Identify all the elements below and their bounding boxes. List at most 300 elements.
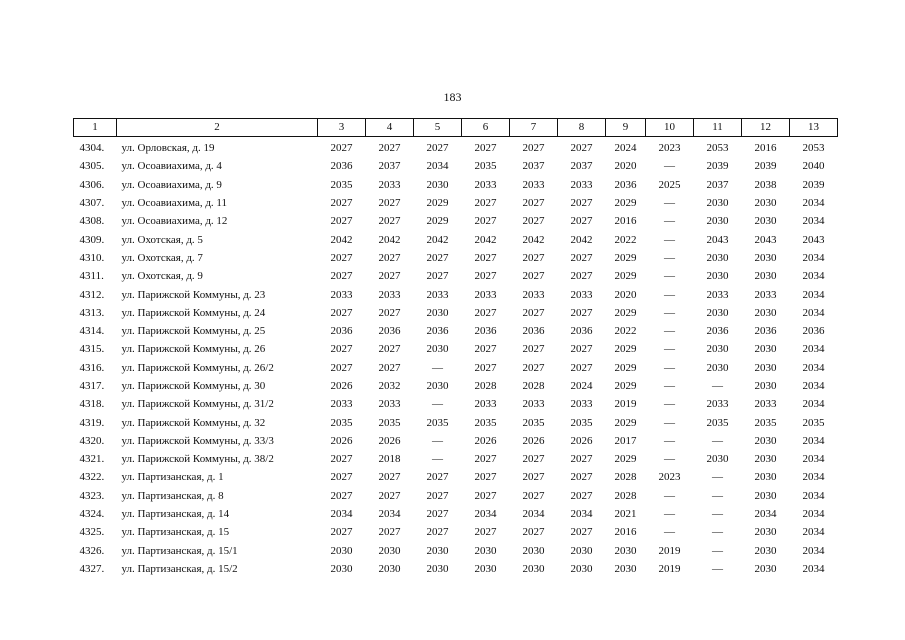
column-header: 10 [646,119,694,137]
year-cell: 2030 [570,544,593,557]
year-cell: 2035 [802,416,825,429]
year-cell: 2033 [706,288,729,301]
row-number-cell: 4316. [79,361,105,374]
year-cell: 2030 [378,562,401,575]
year-cell: 2018 [378,453,401,466]
row-number-cell: 4325. [79,526,105,539]
year-cell: 2017 [614,434,637,447]
address-cell: ул. Партизанская, д. 15/2 [121,562,238,575]
year-cell: 2035 [754,416,777,429]
column-header: 12 [742,119,790,137]
year-cell: 2034 [522,508,545,521]
table-row [74,560,838,578]
year-cell: 2030 [754,270,777,283]
year-cell: 2027 [330,471,353,484]
year-cell: 2027 [474,361,497,374]
address-cell: ул. Партизанская, д. 15/1 [121,544,238,557]
year-cell: — [664,215,675,228]
year-cell: 2042 [378,233,401,246]
year-cell: — [664,325,675,338]
row-number-cell: 4314. [79,325,105,338]
address-cell: ул. Парижской Коммуны, д. 24 [121,306,266,319]
year-cell: — [432,434,443,447]
year-cell: 2030 [754,489,777,502]
row-number-cell: 4311. [79,270,104,283]
year-cell: 2025 [658,178,681,191]
year-cell: 2027 [330,306,353,319]
year-cell: 2030 [522,544,545,557]
year-cell: 2028 [614,471,637,484]
year-cell: 2027 [378,343,401,356]
year-cell: 2042 [474,233,497,246]
year-cell: 2035 [522,416,545,429]
year-cell: 2036 [570,325,593,338]
year-cell: 2034 [802,562,825,575]
year-cell: 2033 [378,178,401,191]
year-cell: 2027 [474,251,497,264]
year-cell: 2027 [378,270,401,283]
year-cell: 2029 [614,197,637,210]
year-cell: 2030 [706,251,729,264]
year-cell: 2033 [426,288,449,301]
table-row [74,450,838,468]
address-cell: ул. Парижской Коммуны, д. 31/2 [121,398,274,411]
year-cell: 2027 [570,489,593,502]
year-cell: 2030 [754,526,777,539]
year-cell: 2029 [614,251,637,264]
year-cell: 2016 [614,215,637,228]
year-cell: 2027 [378,471,401,484]
address-cell: ул. Парижской Коммуны, д. 26 [121,343,266,356]
year-cell: 2030 [706,361,729,374]
year-cell: — [664,197,675,210]
year-cell: 2033 [754,398,777,411]
year-cell: 2030 [706,306,729,319]
address-cell: ул. Парижской Коммуны, д. 26/2 [121,361,274,374]
table-row [74,395,838,413]
year-cell: 2022 [614,233,637,246]
year-cell: 2029 [426,197,449,210]
year-cell: 2027 [570,215,593,228]
year-cell: 2030 [754,471,777,484]
year-cell: — [712,526,723,539]
row-number-cell: 4315. [79,343,105,356]
year-cell: 2020 [614,160,637,173]
year-cell: 2027 [330,270,353,283]
year-cell: 2027 [570,471,593,484]
year-cell: 2027 [522,361,545,374]
address-cell: ул. Осоавиахима, д. 9 [121,178,222,191]
year-cell: — [432,398,443,411]
year-cell: 2036 [614,178,637,191]
year-cell: 2030 [426,380,449,392]
data-table [73,118,838,578]
year-cell: 2030 [522,562,545,575]
year-cell: 2027 [474,306,497,319]
row-number-cell: 4307. [79,197,105,210]
year-cell: 2027 [330,343,353,356]
year-cell: 2035 [330,178,353,191]
year-cell: 2030 [706,343,729,356]
year-cell: 2027 [378,142,401,155]
row-number-cell: 4310. [79,251,105,264]
address-cell: ул. Парижской Коммуны, д. 30 [121,380,266,392]
address-cell: ул. Парижской Коммуны, д. 25 [121,325,266,338]
year-cell: 2029 [614,306,637,319]
year-cell: 2027 [522,306,545,319]
year-cell: 2030 [474,544,497,557]
year-cell: 2042 [426,233,449,246]
year-cell: 2030 [706,197,729,210]
row-number-cell: 4322. [79,471,105,484]
year-cell: 2032 [378,380,401,392]
address-cell: ул. Парижской Коммуны, д. 23 [121,288,266,301]
year-cell: 2027 [474,343,497,356]
year-cell: 2030 [754,562,777,575]
year-cell: 2035 [426,416,449,429]
column-header: 3 [318,119,366,137]
address-cell: ул. Парижской Коммуны, д. 38/2 [121,453,274,466]
year-cell: 2026 [570,434,593,447]
address-cell: ул. Охотская, д. 9 [121,270,203,283]
row-number-cell: 4305. [79,160,105,173]
year-cell: 2035 [474,416,497,429]
year-cell: 2035 [570,416,593,429]
table-row [74,194,838,212]
table-row [74,505,838,523]
address-cell: ул. Партизанская, д. 14 [121,508,230,521]
year-cell: 2030 [378,544,401,557]
year-cell: 2030 [754,434,777,447]
year-cell: — [664,306,675,319]
year-cell: 2033 [522,398,545,411]
address-cell: ул. Орловская, д. 19 [121,142,215,155]
year-cell: 2027 [570,361,593,374]
year-cell: 2043 [802,233,825,246]
column-header: 8 [558,119,606,137]
year-cell: — [664,453,675,466]
year-cell: 2030 [570,562,593,575]
year-cell: 2034 [802,398,825,411]
year-cell: — [664,160,675,173]
year-cell: 2034 [802,471,825,484]
address-cell: ул. Партизанская, д. 1 [121,471,224,484]
year-cell: 2029 [614,361,637,374]
year-cell: 2027 [330,489,353,502]
year-cell: 2027 [522,251,545,264]
year-cell: — [664,489,675,502]
table-row [74,377,838,395]
year-cell: 2027 [378,215,401,228]
year-cell: 2033 [474,288,497,301]
year-cell: 2029 [614,453,637,466]
year-cell: 2036 [706,325,729,338]
column-header: 5 [414,119,462,137]
table-row [74,468,838,486]
year-cell: 2034 [802,343,825,356]
table-row [74,249,838,267]
year-cell: 2023 [658,471,681,484]
year-cell: — [712,508,723,521]
year-cell: 2034 [426,160,449,173]
year-cell: 2019 [658,562,681,575]
year-cell: 2042 [522,233,545,246]
year-cell: 2030 [754,453,777,466]
year-cell: 2027 [570,197,593,210]
year-cell: — [712,544,723,557]
year-cell: 2027 [570,142,593,155]
year-cell: 2027 [330,526,353,539]
year-cell: 2021 [614,508,637,521]
year-cell: 2035 [378,416,401,429]
year-cell: 2027 [426,142,449,155]
year-cell: 2034 [802,508,825,521]
year-cell: 2030 [474,562,497,575]
year-cell: 2019 [658,544,681,557]
table-row [74,487,838,505]
year-cell: 2035 [330,416,353,429]
year-cell: 2028 [614,489,637,502]
table-row [74,322,838,340]
year-cell: 2024 [570,380,593,392]
row-number-cell: 4326. [79,544,105,557]
row-number-cell: 4323. [79,489,105,502]
year-cell: 2027 [474,453,497,466]
column-header: 11 [694,119,742,137]
year-cell: 2034 [802,544,825,557]
year-cell: 2027 [426,489,449,502]
year-cell: — [432,453,443,466]
year-cell: 2033 [474,178,497,191]
year-cell: 2034 [802,453,825,466]
year-cell: 2024 [614,142,637,155]
year-cell: — [712,489,723,502]
year-cell: 2036 [802,325,825,338]
year-cell: 2040 [802,160,825,173]
year-cell: 2036 [330,160,353,173]
year-cell: 2033 [474,398,497,411]
year-cell: 2030 [426,343,449,356]
year-cell: 2039 [754,160,777,173]
year-cell: — [664,398,675,411]
year-cell: 2035 [706,416,729,429]
year-cell: 2034 [802,526,825,539]
table-row [74,432,838,450]
year-cell: 2030 [754,361,777,374]
column-header: 7 [510,119,558,137]
year-cell: 2042 [330,233,353,246]
table-header-row [74,119,838,137]
year-cell: — [664,233,675,246]
address-cell: ул. Партизанская, д. 8 [121,489,224,502]
year-cell: 2053 [706,142,729,155]
year-cell: 2030 [754,380,777,392]
year-cell: 2030 [754,343,777,356]
year-cell: 2027 [570,453,593,466]
column-header: 13 [790,119,838,137]
year-cell: 2033 [330,288,353,301]
table-row [74,523,838,541]
year-cell: — [664,380,675,392]
year-cell: 2027 [426,526,449,539]
year-cell: 2027 [522,197,545,210]
year-cell: — [664,343,675,356]
year-cell: 2027 [474,142,497,155]
year-cell: 2027 [426,251,449,264]
year-cell: 2033 [754,288,777,301]
year-cell: 2037 [570,160,593,173]
year-cell: 2037 [378,160,401,173]
year-cell: 2030 [754,251,777,264]
year-cell: 2034 [802,288,825,301]
table-row [74,413,838,431]
year-cell: 2027 [378,361,401,374]
year-cell: 2027 [570,343,593,356]
year-cell: 2030 [706,270,729,283]
year-cell: 2030 [614,544,637,557]
year-cell: 2030 [426,306,449,319]
year-cell: 2030 [706,453,729,466]
row-number-cell: 4319. [79,416,105,429]
column-header: 2 [117,119,318,137]
year-cell: — [712,434,723,447]
year-cell: 2034 [378,508,401,521]
year-cell: — [664,434,675,447]
row-number-cell: 4313. [79,306,105,319]
year-cell: 2034 [330,508,353,521]
year-cell: 2034 [802,197,825,210]
row-number-cell: 4324. [79,508,105,521]
year-cell: 2034 [802,306,825,319]
year-cell: 2030 [614,562,637,575]
year-cell: 2029 [614,416,637,429]
column-header: 6 [462,119,510,137]
year-cell: 2030 [754,306,777,319]
year-cell: — [664,270,675,283]
year-cell: 2016 [754,142,777,155]
table-row [74,176,838,194]
year-cell: 2027 [522,526,545,539]
year-cell: 2027 [522,270,545,283]
year-cell: 2034 [802,361,825,374]
year-cell: 2053 [802,142,825,155]
year-cell: 2030 [330,562,353,575]
page-number: 183 [443,90,462,104]
column-header: 1 [74,119,117,137]
year-cell: — [664,288,675,301]
year-cell: 2027 [474,526,497,539]
year-cell: 2027 [330,251,353,264]
row-number-cell: 4308. [79,215,105,228]
address-cell: ул. Охотская, д. 7 [121,251,203,264]
column-header: 9 [606,119,646,137]
year-cell: 2029 [614,343,637,356]
year-cell: 2033 [330,398,353,411]
year-cell: 2026 [522,434,545,447]
year-cell: 2030 [426,544,449,557]
year-cell: 2043 [754,233,777,246]
year-cell: 2034 [802,489,825,502]
year-cell: 2030 [330,544,353,557]
year-cell: 2036 [426,325,449,338]
year-cell: 2019 [614,398,637,411]
year-cell: 2027 [378,251,401,264]
row-number-cell: 4320. [79,434,105,447]
year-cell: 2026 [330,380,353,392]
year-cell: 2026 [330,434,353,447]
year-cell: 2027 [330,197,353,210]
year-cell: 2039 [802,178,825,191]
year-cell: 2016 [614,526,637,539]
row-number-cell: 4312. [79,288,105,301]
year-cell: 2027 [474,270,497,283]
year-cell: — [664,508,675,521]
year-cell: 2034 [754,508,777,521]
year-cell: 2036 [474,325,497,338]
year-cell: 2027 [330,361,353,374]
year-cell: 2027 [522,142,545,155]
year-cell: 2027 [474,197,497,210]
table-row [74,285,838,303]
year-cell: 2037 [522,160,545,173]
year-cell: 2023 [658,142,681,155]
year-cell: — [664,526,675,539]
year-cell: 2034 [802,270,825,283]
column-header: 4 [366,119,414,137]
year-cell: 2020 [614,288,637,301]
year-cell: — [712,380,723,392]
year-cell: 2029 [614,270,637,283]
row-number-cell: 4306. [79,178,105,191]
year-cell: 2026 [378,434,401,447]
year-cell: 2030 [754,215,777,228]
table-row [74,359,838,377]
year-cell: 2034 [802,434,825,447]
year-cell: 2034 [802,251,825,264]
address-cell: ул. Парижской Коммуны, д. 32 [121,416,266,429]
year-cell: 2035 [474,160,497,173]
row-number-cell: 4327. [79,562,105,575]
year-cell: 2027 [426,270,449,283]
year-cell: 2027 [330,142,353,155]
year-cell: 2030 [426,178,449,191]
year-cell: 2033 [522,288,545,301]
table-row [74,542,838,560]
row-number-cell: 4317. [79,380,105,392]
address-cell: ул. Охотская, д. 5 [121,233,203,246]
address-cell: ул. Парижской Коммуны, д. 33/3 [121,434,274,447]
row-number-cell: 4309. [79,233,105,246]
year-cell: — [432,361,443,374]
year-cell: 2027 [378,197,401,210]
year-cell: 2033 [706,398,729,411]
year-cell: 2033 [570,178,593,191]
year-cell: 2027 [474,471,497,484]
year-cell: 2027 [522,343,545,356]
year-cell: 2033 [570,288,593,301]
year-cell: 2038 [754,178,777,191]
year-cell: 2036 [522,325,545,338]
year-cell: 2027 [570,306,593,319]
year-cell: 2027 [330,215,353,228]
year-cell: 2026 [474,434,497,447]
year-cell: 2027 [570,526,593,539]
year-cell: 2027 [378,306,401,319]
table-row [74,230,838,248]
year-cell: 2039 [706,160,729,173]
year-cell: 2027 [522,215,545,228]
year-cell: 2029 [426,215,449,228]
